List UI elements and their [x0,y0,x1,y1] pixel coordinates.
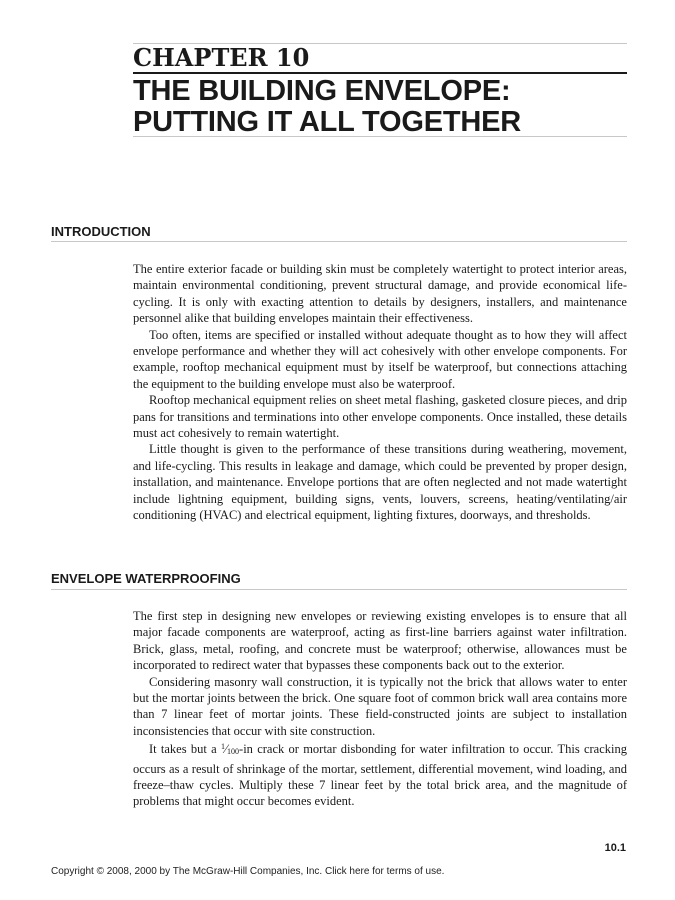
copyright-link[interactable]: Copyright © 2008, 2000 by The McGraw-Hill Companies, Inc. Click here for terms of use. [51,866,445,877]
chapter-number: CHAPTER 10 [133,43,310,72]
fraction: $^1⁄_{100}$ [220,742,240,757]
section-heading-envelope-waterproofing: ENVELOPE WATERPROOFING [51,571,241,586]
section-heading-introduction: INTRODUCTION [51,224,151,239]
page-number: 10.1 [604,842,626,854]
envelope-waterproofing-rule [51,589,627,590]
chapter-title-line-2: PUTTING IT ALL TOGETHER [133,106,521,138]
paragraph: Rooftop mechanical equipment relies on sheet metal flashing, gasketed closure pieces, and drip pans for transitions and terminations into other envelope components. Once installed, these details must act cohesively to remain watertight. [133,393,627,441]
fraction-numerator: 1 [220,742,225,752]
paragraph: Too often, items are specified or installed without adequate thought as to how they will affect envelope performance and whether they will act cohesively with other envelope components. For example, rooftop mechanical equipment must by itself be waterproof, but connections attaching the equipment to the building envelope must also be waterproof. [133,327,627,391]
paragraph: The first step in designing new envelopes or reviewing existing envelopes is to ensure that all major facade components are waterproof, acting as first-line barriers against water infiltration. Brick, glass, metal, roofing, and concrete must be waterproof; otherwise, allowances must be incorporated to redirect water that bypasses these components back out to the exterior. [133,609,627,673]
paragraph: The entire exterior facade or building skin must be completely watertight to protect interior areas, maintain environmental conditioning, prevent structural damage, and provide economical life-cycling. It is only with exacting attention to details by designers, installers, and maintenance personnel alike that building envelopes maintain their effectiveness. [133,262,627,326]
paragraph: Considering masonry wall construction, it is typically not the brick that allows water to enter but the mortar joints between the brick. One square foot of common brick wall area contains more than 7 linear feet of mortar joints. These field-constructed joints are subject to installation inconsistencies that occur with site construction. [133,674,627,738]
introduction-body [133,261,627,524]
chapter-title-line-1: THE BUILDING ENVELOPE: [133,75,511,107]
paragraph: Little thought is given to the performance of these transitions during weathering, movement, and life-cycling. This results in leakage and damage, which could be prevented by proper design, installation, and maintenance. Envelope portions that are often neglected and not made watertight include lightning equipment, building signs, vents, louvers, screens, heating/ventilating/air conditioning (HVAC) and electrical equipment, lighting fixtures, doorways, and thresholds. [133,442,627,523]
paragraph-text-end: -in crack or mortar disbonding for water infiltration to occur. This cracking occurs as a result of shrinkage of the mortar, settlement, differential movement, wind loading, and freeze–thaw cycles. Multiply these 7 linear feet by the total brick area, and the magnitude of problems that might occur becomes evident. [133,742,627,809]
envelope-waterproofing-body [133,608,627,810]
chapter-rule [133,72,627,74]
title-rule [133,136,627,137]
paragraph [133,739,627,810]
paragraph-text-start: It takes but a [149,742,221,757]
fraction-denominator: 100 [227,747,240,757]
introduction-rule [51,241,627,242]
chapter-title [133,76,521,138]
